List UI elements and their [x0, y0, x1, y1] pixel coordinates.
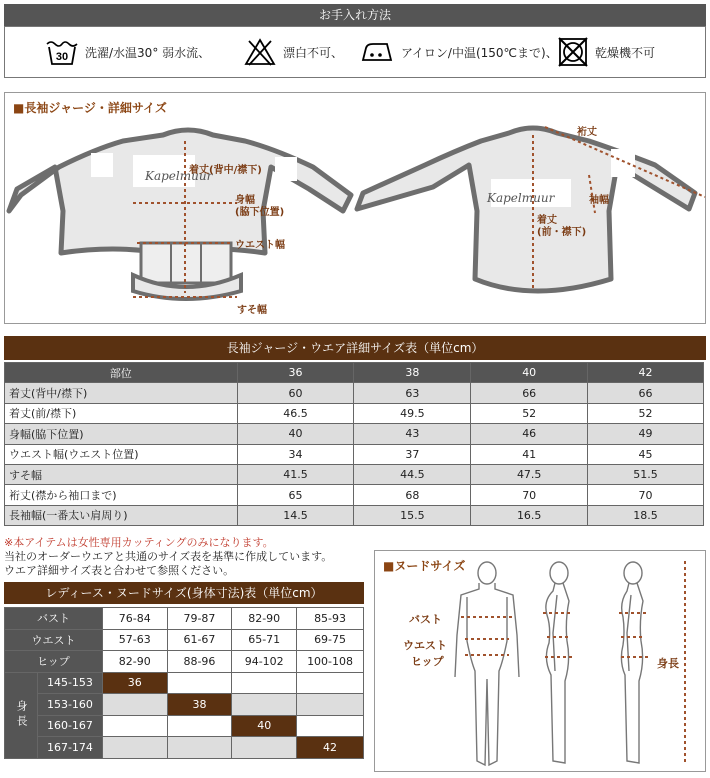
table-cell	[102, 737, 167, 759]
table-row	[5, 629, 364, 651]
spec-header-cell: 部位	[5, 363, 238, 383]
nude-panel-title: ■ヌードサイズ	[383, 559, 466, 573]
table-cell: 14.5	[237, 505, 354, 525]
row-label: 着丈(前/襟下)	[5, 403, 238, 423]
table-cell: 57-63	[102, 629, 167, 651]
table-cell: 49	[588, 424, 704, 444]
table-cell: 52	[588, 403, 704, 423]
table-cell	[297, 715, 364, 737]
table-cell	[297, 694, 364, 716]
table-cell: 46	[471, 424, 588, 444]
table-cell: 41	[471, 444, 588, 464]
note-line-2: ウエア詳細サイズ表と合わせて参照ください。	[4, 564, 235, 577]
care-wash-text: 洗濯/水温30° 弱水流、	[85, 45, 211, 60]
table-cell: 15.5	[354, 505, 471, 525]
wash-30-icon	[45, 38, 79, 66]
table-row	[5, 672, 364, 694]
care-item-wash	[45, 27, 210, 77]
jersey-back-illustration	[5, 93, 707, 325]
label-hem-width: すそ幅	[237, 305, 267, 316]
care-dry-text: 乾燥機不可	[595, 45, 656, 60]
care-title-bar: お手入れ方法	[4, 4, 706, 26]
table-cell	[232, 672, 297, 694]
row-label: 長袖幅(一番太い肩周り)	[5, 505, 238, 525]
table-cell: 52	[471, 403, 588, 423]
table-cell: 40	[237, 424, 354, 444]
table-cell: 44.5	[354, 464, 471, 484]
table-row	[5, 485, 704, 505]
care-bleach-text: 漂白不可、	[283, 45, 344, 60]
label-waist-width: ウエスト幅	[235, 240, 285, 251]
label-sleeve-length: 裄丈	[577, 127, 597, 138]
table-row	[5, 715, 364, 737]
height-range: 160-167	[38, 715, 103, 737]
ladies-table-title: レディース・ヌードサイズ(身体寸法)表（単位cm）	[4, 582, 364, 604]
care-item-iron	[357, 27, 558, 77]
height-range: 167-174	[38, 737, 103, 759]
spec-header-cell: 42	[588, 363, 704, 383]
ladies-table	[4, 607, 364, 759]
table-cell	[297, 672, 364, 694]
iron-medium-icon	[357, 38, 395, 66]
table-cell: 61-67	[167, 629, 232, 651]
table-row	[5, 403, 704, 423]
row-label: 着丈(背中/襟下)	[5, 383, 238, 403]
table-cell: 82-90	[102, 651, 167, 673]
size-cell: 38	[167, 694, 232, 716]
table-row	[5, 505, 704, 525]
table-cell: 63	[354, 383, 471, 403]
measure-label: バスト	[5, 608, 103, 630]
table-cell: 66	[588, 383, 704, 403]
label-length-back: 着丈(背中/襟下)	[189, 165, 262, 176]
table-cell: 82-90	[232, 608, 297, 630]
size-cell: 40	[232, 715, 297, 737]
care-item-dry	[557, 27, 655, 77]
table-cell: 65-71	[232, 629, 297, 651]
table-cell: 41.5	[237, 464, 354, 484]
table-cell: 69-75	[297, 629, 364, 651]
no-tumble-dry-icon	[557, 36, 589, 68]
row-label: ウエスト幅(ウエスト位置)	[5, 444, 238, 464]
table-cell: 88-96	[167, 651, 232, 673]
table-cell: 76-84	[102, 608, 167, 630]
label-length-front: 着丈	[537, 215, 557, 226]
brand-front: Kapelmuur	[487, 191, 555, 205]
table-cell: 60	[237, 383, 354, 403]
table-cell: 46.5	[237, 403, 354, 423]
no-bleach-icon	[243, 37, 277, 67]
care-iron-text: アイロン/中温(150℃まで)、	[401, 45, 558, 60]
table-row	[5, 737, 364, 759]
table-cell: 43	[354, 424, 471, 444]
table-cell: 68	[354, 485, 471, 505]
table-cell: 45	[588, 444, 704, 464]
table-cell: 65	[237, 485, 354, 505]
spec-header-cell: 36	[237, 363, 354, 383]
table-cell	[167, 672, 232, 694]
care-item-bleach	[243, 27, 343, 77]
height-label: 身長	[5, 672, 38, 758]
label-bust: バスト	[409, 613, 442, 626]
spec-header-cell: 38	[354, 363, 471, 383]
brand-back: Kapelmuur	[145, 169, 213, 183]
size-cell: 42	[297, 737, 364, 759]
table-cell	[232, 737, 297, 759]
table-cell: 47.5	[471, 464, 588, 484]
height-range: 145-153	[38, 672, 103, 694]
table-row	[5, 464, 704, 484]
table-row	[5, 444, 704, 464]
table-cell: 94-102	[232, 651, 297, 673]
table-cell: 85-93	[297, 608, 364, 630]
table-cell: 70	[588, 485, 704, 505]
table-cell: 100-108	[297, 651, 364, 673]
label-hip: ヒップ	[411, 655, 444, 668]
table-row	[5, 651, 364, 673]
table-row	[5, 383, 704, 403]
table-cell	[232, 694, 297, 716]
measure-label: ヒップ	[5, 651, 103, 673]
label-height: 身長	[657, 657, 679, 670]
label-body-width-sub: (脇下位置)	[235, 207, 285, 218]
size-cell: 36	[102, 672, 167, 694]
table-cell: 34	[237, 444, 354, 464]
label-sleeve-width: 袖幅	[589, 195, 609, 206]
table-cell: 70	[471, 485, 588, 505]
wash-temp-number: 30	[55, 51, 69, 63]
row-label: 身幅(脇下位置)	[5, 424, 238, 444]
table-cell	[167, 737, 232, 759]
nude-size-panel	[374, 550, 706, 772]
note-line-1: 当社のオーダーウエアと共通のサイズ表を基準に作成しています。	[4, 550, 333, 563]
label-body-width: 身幅	[235, 195, 255, 206]
row-label: すそ幅	[5, 464, 238, 484]
table-row	[5, 608, 364, 630]
table-cell: 79-87	[167, 608, 232, 630]
measure-label: ウエスト	[5, 629, 103, 651]
spec-table-title: 長袖ジャージ・ウエア詳細サイズ表（単位cm）	[4, 336, 706, 360]
jersey-panel-title: ■長袖ジャージ・詳細サイズ	[13, 101, 167, 115]
table-cell	[167, 715, 232, 737]
table-cell: 16.5	[471, 505, 588, 525]
height-range: 153-160	[38, 694, 103, 716]
row-label: 裄丈(襟から袖口まで)	[5, 485, 238, 505]
note-red: ※本アイテムは女性専用カッティングのみになります。	[4, 536, 274, 549]
table-cell	[102, 694, 167, 716]
care-box	[4, 26, 706, 78]
table-row	[5, 694, 364, 716]
table-cell	[102, 715, 167, 737]
spec-header-row	[5, 363, 704, 383]
table-cell: 66	[471, 383, 588, 403]
table-cell: 51.5	[588, 464, 704, 484]
spec-table	[4, 362, 704, 526]
table-cell: 18.5	[588, 505, 704, 525]
label-waist: ウエスト	[403, 639, 447, 652]
label-length-front-sub: (前・襟下)	[537, 227, 587, 238]
table-row	[5, 424, 704, 444]
table-cell: 49.5	[354, 403, 471, 423]
table-cell: 37	[354, 444, 471, 464]
jersey-detail-panel	[4, 92, 706, 324]
spec-header-cell: 40	[471, 363, 588, 383]
